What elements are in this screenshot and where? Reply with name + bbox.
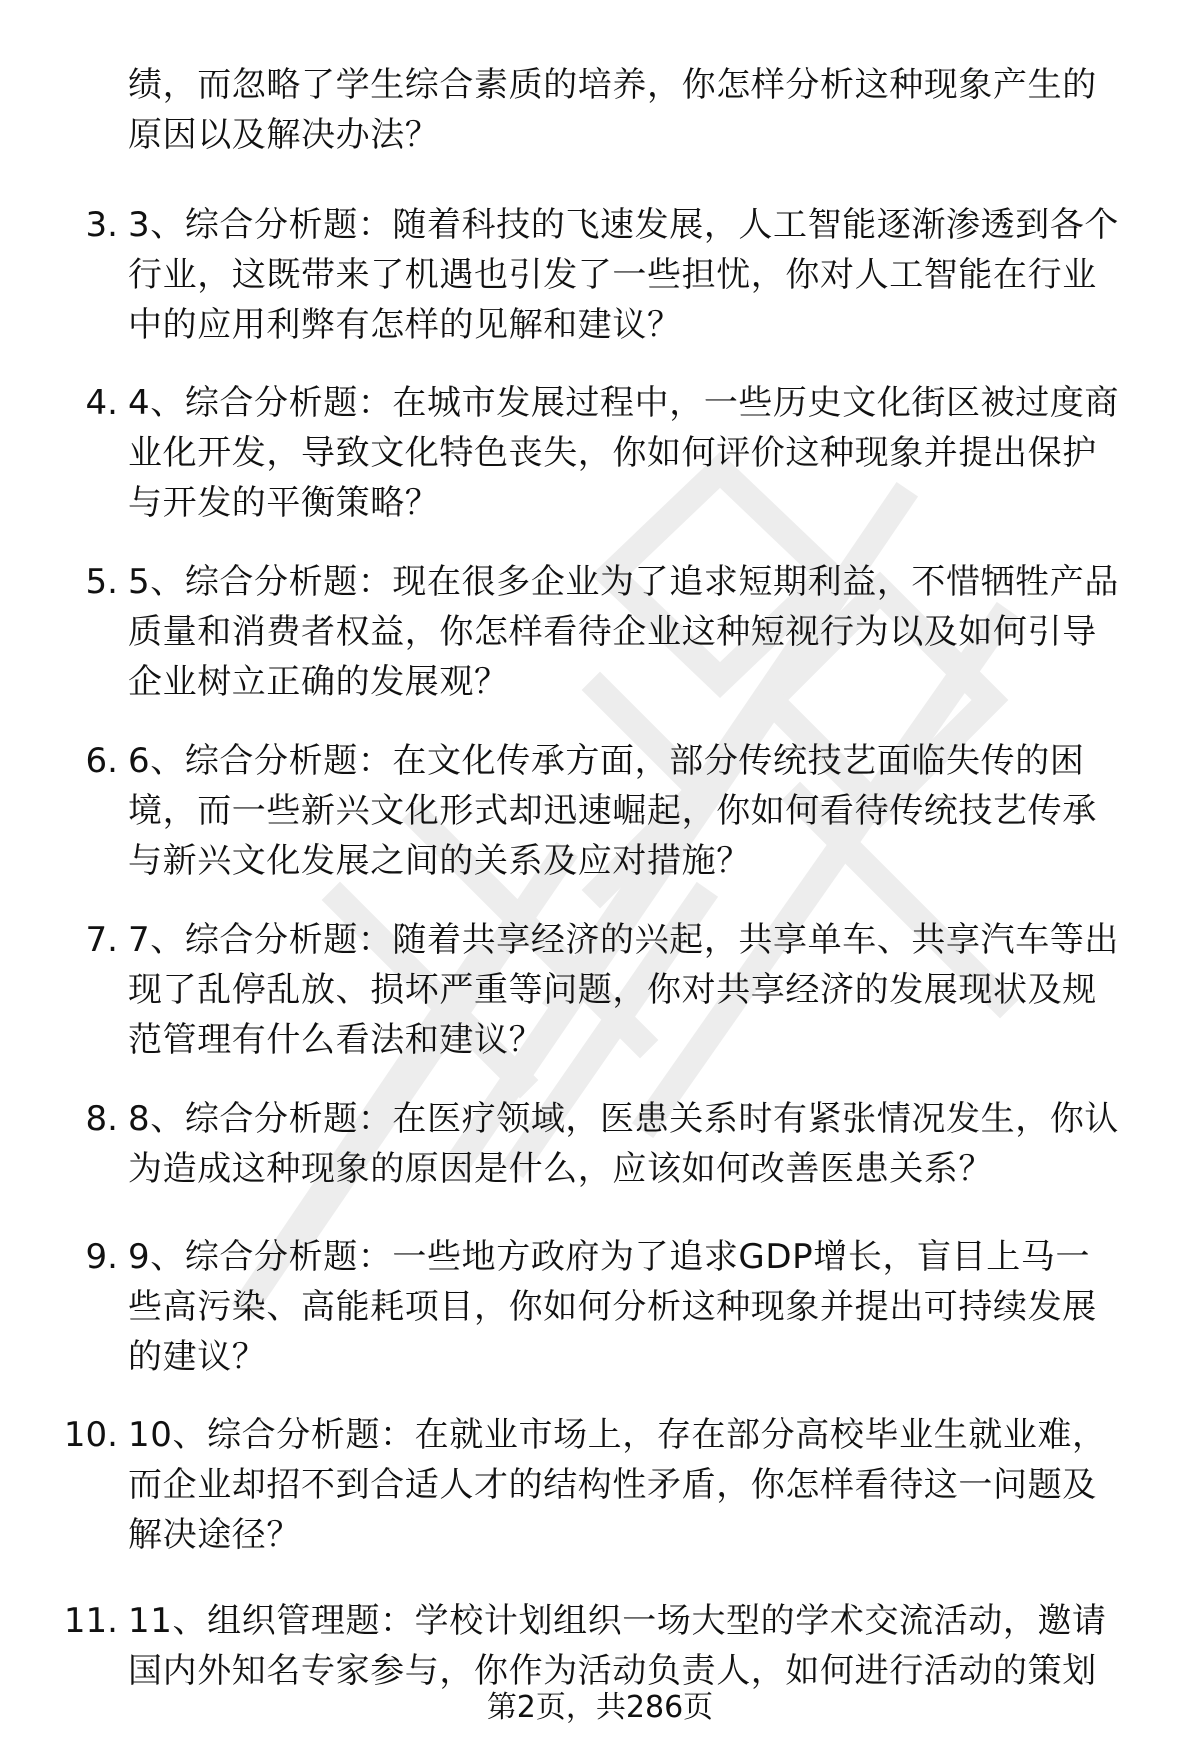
text-line: 现了乱停乱放、损坏严重等问题，你对共享经济的发展现状及规 [128, 970, 1097, 1010]
question-text [128, 557, 1188, 707]
text-line: 的建议？ [128, 1337, 267, 1377]
question-text [128, 378, 1188, 528]
text-line: 解决途径？ [128, 1515, 301, 1555]
list-number: 9. [85, 1237, 118, 1277]
text-line: 原因以及解决办法？ [128, 115, 440, 155]
list-number: 11. [63, 1601, 118, 1641]
page-indicator: 第2页，共286页 [486, 1690, 714, 1725]
text-line: 些高污染、高能耗项目，你如何分析这种现象并提出可持续发展 [128, 1287, 1097, 1327]
text-line: 业化开发，导致文化特色丧失，你如何评价这种现象并提出保护 [128, 433, 1097, 473]
text-line: 绩，而忽略了学生综合素质的培养，你怎样分析这种现象产生的 [128, 65, 1097, 105]
list-number: 5. [85, 562, 118, 602]
text-line: 6、综合分析题：在文化传承方面，部分传统技艺面临失传的困 [128, 741, 1085, 781]
text-line: 质量和消费者权益，你怎样看待企业这种短视行为以及如何引导 [128, 612, 1097, 652]
list-number: 10. [63, 1415, 118, 1455]
list-number: 7. [85, 920, 118, 960]
list-number: 8. [85, 1099, 118, 1139]
text-line: 国内外知名专家参与，你作为活动负责人，如何进行活动的策划 [128, 1651, 1097, 1691]
question-text [128, 1410, 1188, 1560]
text-line: 行业，这既带来了机遇也引发了一些担忧，你对人工智能在行业 [128, 255, 1097, 295]
text-line: 与开发的平衡策略？ [128, 483, 440, 523]
text-line: 8、综合分析题：在医疗领域，医患关系时有紧张情况发生，你认 [128, 1099, 1120, 1139]
text-line: 7、综合分析题：随着共享经济的兴起，共享单车、共享汽车等出 [128, 920, 1120, 960]
text-line: 中的应用利弊有怎样的见解和建议？ [128, 305, 682, 345]
text-line: 3、综合分析题：随着科技的飞速发展，人工智能逐渐渗透到各个 [128, 205, 1120, 245]
list-number: 4. [85, 383, 118, 423]
question-text [128, 1094, 1188, 1194]
text-line: 9、综合分析题：一些地方政府为了追求GDP增长，盲目上马一 [128, 1237, 1091, 1277]
list-number: 6. [85, 741, 118, 781]
question-text [128, 200, 1188, 350]
list-number: 3. [85, 205, 118, 245]
question-text [128, 915, 1188, 1065]
question-text [128, 60, 1188, 160]
text-line: 而企业却招不到合适人才的结构性矛盾，你怎样看待这一问题及 [128, 1465, 1097, 1505]
question-text [128, 1232, 1188, 1382]
question-text [128, 1596, 1188, 1696]
text-line: 为造成这种现象的原因是什么，应该如何改善医患关系？ [128, 1149, 993, 1189]
text-line: 5、综合分析题：现在很多企业为了追求短期利益，不惜牺牲产品 [128, 562, 1120, 602]
question-text [128, 736, 1188, 886]
text-line: 境，而一些新兴文化形式却迅速崛起，你如何看待传统技艺传承 [128, 791, 1097, 831]
text-line: 与新兴文化发展之间的关系及应对措施？ [128, 841, 751, 881]
text-line: 企业树立正确的发展观？ [128, 662, 509, 702]
text-line: 11、组织管理题：学校计划组织一场大型的学术交流活动，邀请 [128, 1601, 1107, 1641]
text-line: 4、综合分析题：在城市发展过程中，一些历史文化街区被过度商 [128, 383, 1120, 423]
text-line: 范管理有什么看法和建议？ [128, 1020, 544, 1060]
text-line: 10、综合分析题：在就业市场上，存在部分高校毕业生就业难， [128, 1415, 1107, 1455]
